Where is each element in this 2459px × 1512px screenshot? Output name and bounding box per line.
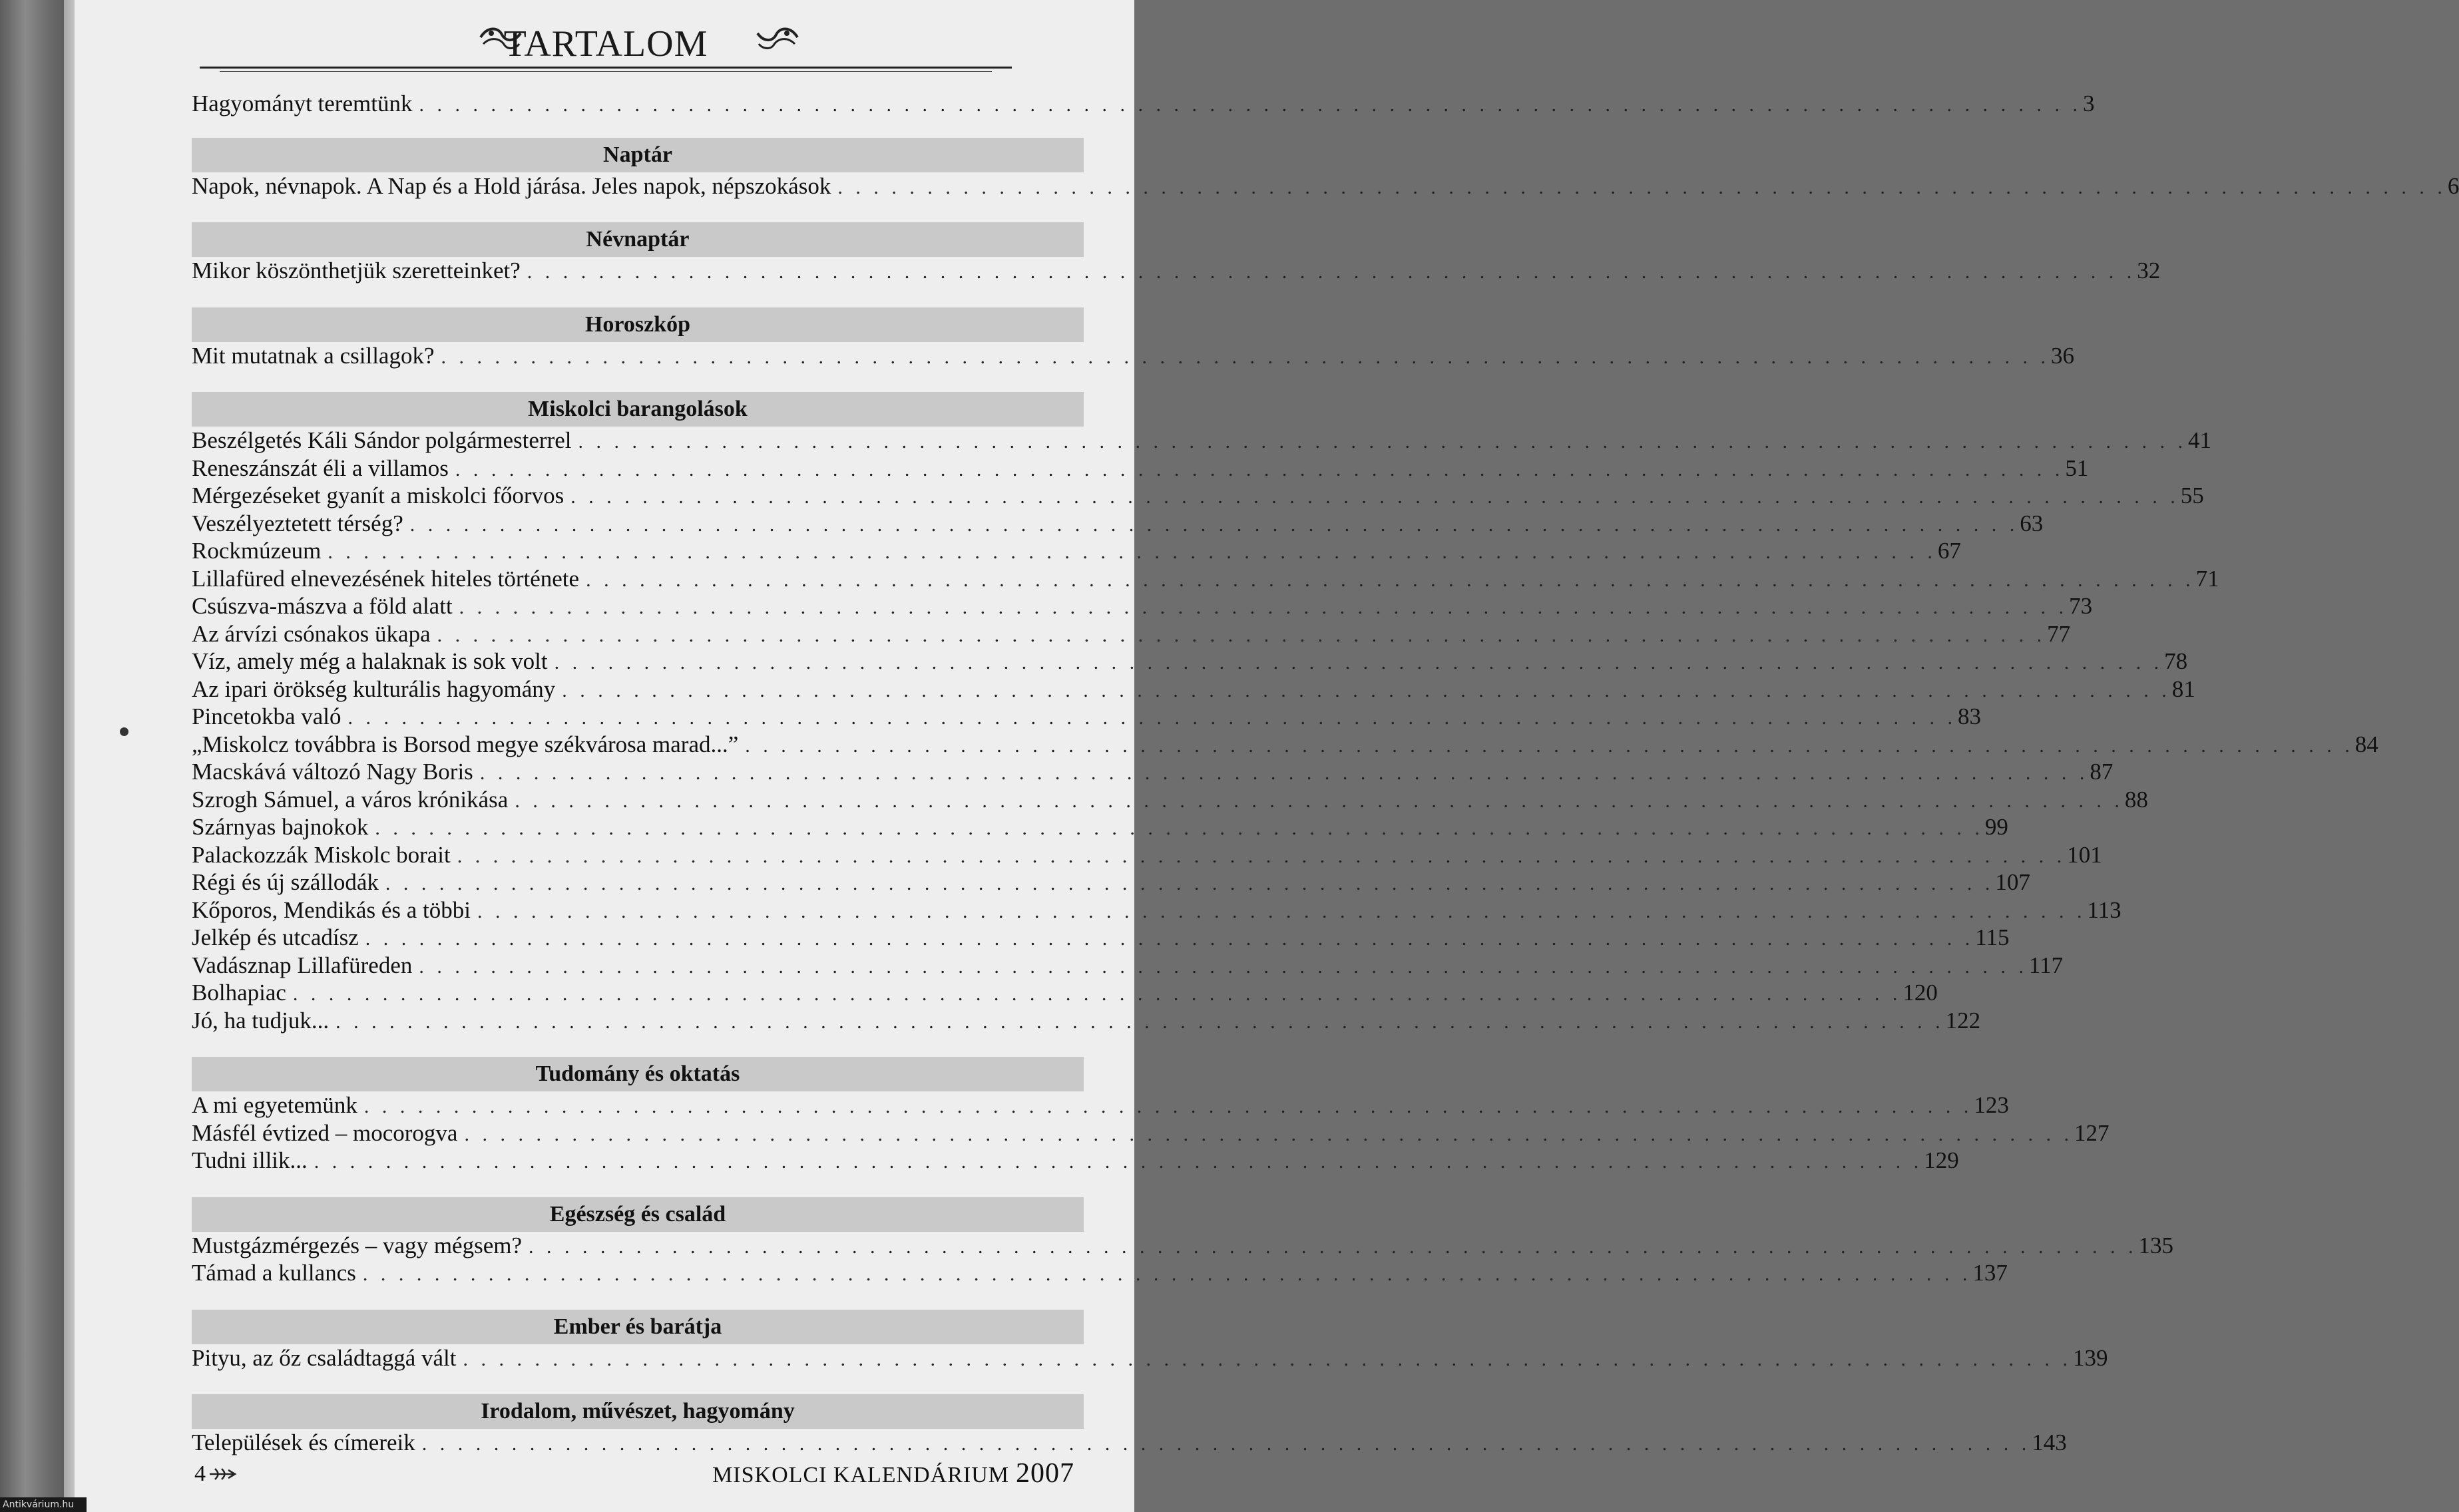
- leader-dots: . . . . . . . . . . . . . . . . . . . . . . . . . . . . . . . . . . . . . . . . . . . . . . . . . . . . . . . . . . . . . . . . . . . . . . . . . . . . . . . . . . . . . . . . . .: [554, 652, 2163, 673]
- leader-dots: . . . . . . . . . . . . . . . . . . . . . . . . . . . . . . . . . . . . . . . . . . . . . . . . . . . . . . . . . . . . . . . . . . . . . . . . . . . . . . . . . . . . . . . . . .: [328, 541, 1936, 563]
- entry-title: Veszélyeztetett térség?: [192, 510, 403, 536]
- leader-dots: . . . . . . . . . . . . . . . . . . . . . . . . . . . . . . . . . . . . . . . . . . . . . . . . . . . . . . . . . . . . . . . . . . . . . . . . . . . . . . . . . . . . . . . . . . . . .: [419, 94, 2082, 116]
- entry-title: Jelkép és utcadísz: [192, 924, 359, 950]
- entry-title: Palackozzák Miskolc borait: [192, 841, 451, 868]
- entry-page: 122: [1945, 1007, 1981, 1034]
- leader-dots: . . . . . . . . . . . . . . . . . . . . . . . . . . . . . . . . . . . . . . . . . . . . . . . . . . . . . . . . . . . . . . . . . . . . . . . . . . . . . . . . . . . . . . . . . .: [745, 734, 2354, 757]
- footer-ornament-icon: [208, 1466, 238, 1482]
- leader-dots: . . . . . . . . . . . . . . . . . . . . . . . . . . . . . . . . . . . . . . . . . . . . . . . . . . . . . . . . . . . . . . . . . . . . . . . . . . . . . . . . . . . . . . . . . .: [441, 345, 2050, 368]
- toc-entry[interactable]: [192, 868, 2030, 896]
- entry-title: Reneszánszát éli a villamos: [192, 455, 449, 481]
- section-heading: Naptár: [192, 138, 1084, 172]
- section-heading: Ember és barátja: [192, 1310, 1084, 1344]
- leader-dots: . . . . . . . . . . . . . . . . . . . . . . . . . . . . . . . . . . . . . . . . . . . . . . . . . . . . . . . . . . . . . . . . . . . . . . . . . . . . . . . . . . . . . . . . . .: [515, 789, 2124, 812]
- entry-title: A mi egyetemünk: [192, 1092, 357, 1118]
- entry-title: Másfél évtized – mocorogva: [192, 1119, 458, 1146]
- entry-page: 32: [2137, 258, 2161, 284]
- entry-page: 41: [2188, 427, 2211, 453]
- entry-page: 123: [1974, 1092, 2009, 1118]
- leader-dots: . . . . . . . . . . . . . . . . . . . . . . . . . . . . . . . . . . . . . . . . . . . . . . . . . . . . . . . . . . . . . . . . . . . . . . . . . . . . . . . . . . . . . . . . . .: [570, 486, 2179, 508]
- leader-dots: . . . . . . . . . . . . . . . . . . . . . . . . . . . . . . . . . . . . . . . . . . . . . . . . . . . . . . . . . . . . . . . . . . . . . . . . . . . . . . . . . . . . . . . . . .: [457, 845, 2066, 867]
- toc-entry[interactable]: [192, 703, 1982, 731]
- entry-title: Kőporos, Mendikás és a többi: [192, 896, 471, 923]
- leader-dots: . . . . . . . . . . . . . . . . . . . . . . . . . . . . . . . . . . . . . . . . . . . . . . . . . . . . . . . . . . . . . . . . . . . . . . . . . . . . . . . . . . . . . . . . . .: [437, 624, 2046, 646]
- entry-page: 73: [2069, 593, 2093, 619]
- section-heading: Irodalom, művészet, hagyomány: [192, 1394, 1084, 1429]
- toc-entry[interactable]: [192, 482, 2204, 510]
- entry-title: Hagyományt teremtünk: [192, 91, 413, 116]
- leader-dots: . . . . . . . . . . . . . . . . . . . . . . . . . . . . . . . . . . . . . . . . . . . . . . . . . . . . . . . . . . . . . . . . . . . . . . . . . . . . . . . . . . . . . . . . . .: [385, 872, 1994, 894]
- entry-title: Pincetokba való: [192, 703, 341, 729]
- entry-title: Víz, amely még a halaknak is sok volt: [192, 648, 548, 674]
- header-rule: [200, 67, 1012, 69]
- entry-title: Települések és címereik: [192, 1429, 415, 1455]
- leader-dots: . . . . . . . . . . . . . . . . . . . . . . . . . . . . . . . . . . . . . . . . . . . . . . . . . . . . . . . . . . . . . . . . . . . . . . . . . . . . . . . . . . . . . . . . . .: [479, 762, 2089, 784]
- leader-dots: . . . . . . . . . . . . . . . . . . . . . . . . . . . . . . . . . . . . . . . . . . . . . . . . . . . . . . . . . . . . . . . . . . . . . . . . . . . . . . . . . . . . . . . . . .: [837, 176, 2446, 198]
- entry-page: 139: [2073, 1344, 2108, 1371]
- toc-entry[interactable]: [192, 1429, 2067, 1457]
- entry-page: 127: [2074, 1119, 2110, 1146]
- leader-dots: . . . . . . . . . . . . . . . . . . . . . . . . . . . . . . . . . . . . . . . . . . . . . . . . . . . . . . . . . . . . . . . . . . . . . . . . . . . . . . . . . . . . . . . . . .: [421, 1433, 2031, 1455]
- page-title: TARTALOM: [503, 23, 708, 65]
- entry-title: Régi és új szállodák: [192, 869, 379, 895]
- entry-page: 113: [2087, 896, 2122, 923]
- section-heading: Horoszkóp: [192, 307, 1084, 342]
- entry-page: 67: [1937, 538, 1961, 564]
- entry-page: 63: [2020, 510, 2044, 536]
- toc-entry[interactable]: [192, 427, 2211, 455]
- entry-page: 78: [2164, 648, 2188, 674]
- entry-page: 36: [2051, 342, 2074, 369]
- entry-title: Az ipari örökség kulturális hagyomány: [192, 675, 556, 702]
- entry-page: 107: [1995, 869, 2030, 895]
- entry-title: Lillafüred elnevezésének hiteles története: [192, 565, 580, 592]
- entry-page: 81: [2171, 675, 2195, 702]
- leader-dots: . . . . . . . . . . . . . . . . . . . . . . . . . . . . . . . . . . . . . . . . . . . . . . . . . . . . . . . . . . . . . . . . . . . . . . . . . . . . . . . . . . . . . . . . . .: [375, 817, 1984, 839]
- entry-page: 77: [2047, 620, 2071, 647]
- toc-entry[interactable]: [192, 1344, 2108, 1372]
- entry-page: 71: [2195, 565, 2219, 592]
- entry-title: Beszélgetés Káli Sándor polgármesterrel: [192, 427, 572, 453]
- table-of-contents: [192, 90, 2459, 1457]
- entry-page: 99: [1984, 814, 2008, 840]
- toc-entry[interactable]: [192, 620, 2071, 648]
- entry-title: Macskává változó Nagy Boris: [192, 759, 473, 785]
- toc-entry[interactable]: [192, 1119, 2110, 1147]
- entry-title: Csúszva-mászva a föld alatt: [192, 593, 453, 619]
- entry-page: 3: [2082, 91, 2095, 116]
- toc-entry[interactable]: [192, 510, 2044, 538]
- entry-page: 115: [1975, 924, 2010, 950]
- toc-entry[interactable]: [192, 257, 2161, 285]
- footer-publication: [712, 1457, 1074, 1489]
- publication-name: MISKOLCI KALENDÁRIUM: [712, 1463, 1009, 1487]
- toc-entry[interactable]: [192, 786, 2148, 814]
- entry-page: 117: [2028, 952, 2064, 978]
- toc-entry[interactable]: [192, 455, 2089, 482]
- toc-entry[interactable]: [192, 648, 2188, 675]
- publication-year: 2007: [1016, 1458, 1074, 1489]
- toc-entry[interactable]: [192, 979, 1938, 1007]
- leader-dots: . . . . . . . . . . . . . . . . . . . . . . . . . . . . . . . . . . . . . . . . . . . . . . . . . . . . . . . . . . . . . . . . . . . . . . . . . . . . . . . . . . . . . . . . . .: [419, 955, 2028, 978]
- entry-title: Pityu, az őz családtaggá vált: [192, 1344, 457, 1371]
- entry-page: 83: [1958, 703, 1982, 729]
- section-heading: Miskolci barangolások: [192, 392, 1084, 427]
- entry-page: 137: [1972, 1260, 2008, 1286]
- right-ornament-icon: [755, 21, 800, 53]
- entry-page: 51: [2065, 455, 2089, 481]
- toc-entry[interactable]: [192, 1259, 2008, 1287]
- leader-dots: . . . . . . . . . . . . . . . . . . . . . . . . . . . . . . . . . . . . . . . . . . . . . . . . . . . . . . . . . . . . . . . . . . . . . . . . . . . . . . . . . . . . . . . . . .: [477, 900, 2086, 922]
- toc-entry-intro[interactable]: [192, 90, 2095, 118]
- leader-dots: . . . . . . . . . . . . . . . . . . . . . . . . . . . . . . . . . . . . . . . . . . . . . . . . . . . . . . . . . . . . . . . . . . . . . . . . . . . . . . . . . . . . . . . . . .: [314, 1151, 1923, 1173]
- section-heading: Névnaptár: [192, 222, 1084, 257]
- leader-dots: . . . . . . . . . . . . . . . . . . . . . . . . . . . . . . . . . . . . . . . . . . . . . . . . . . . . . . . . . . . . . . . . . . . . . . . . . . . . . . . . . . . . . . . . . .: [586, 568, 2195, 591]
- toc-entry[interactable]: [192, 1091, 2009, 1119]
- entry-title: Mustgázmérgezés – vagy mégsem?: [192, 1232, 522, 1258]
- entry-title: Mit mutatnak a csillagok?: [192, 342, 435, 369]
- entry-title: Támad a kullancs: [192, 1260, 356, 1286]
- entry-title: Mikor köszönthetjük szeretteinket?: [192, 258, 521, 284]
- leader-dots: . . . . . . . . . . . . . . . . . . . . . . . . . . . . . . . . . . . . . . . . . . . . . . . . . . . . . . . . . . . . . . . . . . . . . . . . . . . . . . . . . . . . . . . . . .: [362, 1263, 1972, 1285]
- section-heading: Egészség és család: [192, 1197, 1084, 1232]
- toc-entry[interactable]: [192, 896, 2122, 924]
- entry-page: 87: [2090, 759, 2114, 785]
- toc-entry[interactable]: [192, 172, 2459, 200]
- toc-entry[interactable]: [192, 537, 1961, 565]
- entry-title: Rockmúzeum: [192, 538, 322, 564]
- toc-entry[interactable]: [192, 1007, 1981, 1035]
- leader-dots: . . . . . . . . . . . . . . . . . . . . . . . . . . . . . . . . . . . . . . . . . . . . . . . . . . . . . . . . . . . . . . . . . . . . . . . . . . . . . . . . . . . . . . . . . .: [527, 261, 2136, 283]
- toc-entry[interactable]: [192, 565, 2219, 593]
- entry-title: Szrogh Sámuel, a város krónikása: [192, 786, 509, 813]
- entry-title: „Miskolcz továbbra is Borsod megye székvárosa marad...”: [192, 731, 739, 757]
- entry-page: 88: [2124, 786, 2148, 813]
- entry-title: Napok, névnapok. A Nap és a Hold járása. Jeles napok, népszokások: [192, 172, 831, 199]
- leader-dots: . . . . . . . . . . . . . . . . . . . . . . . . . . . . . . . . . . . . . . . . . . . . . . . . . . . . . . . . . . . . . . . . . . . . . . . . . . . . . . . . . . . . . . . . . .: [464, 1123, 2073, 1145]
- toc-entry[interactable]: [192, 592, 2093, 620]
- toc-entry[interactable]: [192, 1232, 2173, 1260]
- leader-dots: . . . . . . . . . . . . . . . . . . . . . . . . . . . . . . . . . . . . . . . . . . . . . . . . . . . . . . . . . . . . . . . . . . . . . . . . . . . . . . . . . . . . . . . . . .: [335, 1010, 1944, 1033]
- toc-entry[interactable]: [192, 841, 2102, 869]
- entry-page: 120: [1902, 980, 1938, 1006]
- page-header: [200, 19, 1012, 79]
- leader-dots: . . . . . . . . . . . . . . . . . . . . . . . . . . . . . . . . . . . . . . . . . . . . . . . . . . . . . . . . . . . . . . . . . . . . . . . . . . . . . . . . . . . . . . . . . .: [459, 596, 2068, 618]
- toc-entry[interactable]: [192, 1147, 1959, 1175]
- entry-title: Szárnyas bajnokok: [192, 814, 369, 840]
- entry-page: 143: [2032, 1429, 2067, 1455]
- entry-title: Mérgezéseket gyanít a miskolci főorvos: [192, 482, 564, 508]
- leader-dots: . . . . . . . . . . . . . . . . . . . . . . . . . . . . . . . . . . . . . . . . . . . . . . . . . . . . . . . . . . . . . . . . . . . . . . . . . . . . . . . . . . . . . . . . . .: [363, 1095, 1973, 1117]
- entry-title: Jó, ha tudjuk...: [192, 1007, 330, 1034]
- footer-page-number: [194, 1461, 238, 1487]
- entry-page: 6: [2447, 172, 2459, 199]
- toc-entry[interactable]: [192, 731, 2378, 759]
- entry-title: Vadásznap Lillafüreden: [192, 952, 413, 978]
- watermark: Antikvárium.hu: [0, 1497, 87, 1512]
- book-spine: [0, 0, 72, 1512]
- leader-dots: . . . . . . . . . . . . . . . . . . . . . . . . . . . . . . . . . . . . . . . . . . . . . . . . . . . . . . . . . . . . . . . . . . . . . . . . . . . . . . . . . . . . . . . . . .: [455, 458, 2064, 480]
- leader-dots: . . . . . . . . . . . . . . . . . . . . . . . . . . . . . . . . . . . . . . . . . . . . . . . . . . . . . . . . . . . . . . . . . . . . . . . . . . . . . . . . . . . . . . . . . .: [409, 513, 2019, 536]
- entry-title: Bolhapiac: [192, 980, 286, 1006]
- section-heading: Tudomány és oktatás: [192, 1057, 1084, 1091]
- entry-page: 101: [2067, 841, 2102, 868]
- leader-dots: . . . . . . . . . . . . . . . . . . . . . . . . . . . . . . . . . . . . . . . . . . . . . . . . . . . . . . . . . . . . . . . . . . . . . . . . . . . . . . . . . . . . . . . . . .: [529, 1235, 2137, 1258]
- header-rule-thin: [220, 71, 992, 72]
- entry-page: 135: [2138, 1232, 2173, 1258]
- leader-dots: . . . . . . . . . . . . . . . . . . . . . . . . . . . . . . . . . . . . . . . . . . . . . . . . . . . . . . . . . . . . . . . . . . . . . . . . . . . . . . . . . . . . . . . . . .: [365, 928, 1974, 950]
- toc-entry[interactable]: [192, 675, 2195, 703]
- leader-dots: . . . . . . . . . . . . . . . . . . . . . . . . . . . . . . . . . . . . . . . . . . . . . . . . . . . . . . . . . . . . . . . . . . . . . . . . . . . . . . . . . . . . . . . . . .: [562, 679, 2171, 701]
- toc-entry[interactable]: [192, 924, 2010, 952]
- entry-page: 55: [2180, 482, 2204, 508]
- leader-dots: . . . . . . . . . . . . . . . . . . . . . . . . . . . . . . . . . . . . . . . . . . . . . . . . . . . . . . . . . . . . . . . . . . . . . . . . . . . . . . . . . . . . . . . . . .: [347, 707, 1957, 729]
- toc-entry[interactable]: [192, 758, 2114, 786]
- toc-entry[interactable]: [192, 813, 2008, 841]
- stray-dot: [120, 727, 128, 736]
- toc-entry[interactable]: [192, 342, 2074, 370]
- page-number: 4: [194, 1461, 206, 1486]
- leader-dots: . . . . . . . . . . . . . . . . . . . . . . . . . . . . . . . . . . . . . . . . . . . . . . . . . . . . . . . . . . . . . . . . . . . . . . . . . . . . . . . . . . . . . . . . . .: [292, 983, 1902, 1005]
- entry-title: Az árvízi csónakos ükapa: [192, 620, 431, 647]
- entry-page: 129: [1924, 1147, 1959, 1173]
- leader-dots: . . . . . . . . . . . . . . . . . . . . . . . . . . . . . . . . . . . . . . . . . . . . . . . . . . . . . . . . . . . . . . . . . . . . . . . . . . . . . . . . . . . . . . . . . .: [463, 1348, 2072, 1370]
- toc-entry[interactable]: [192, 952, 2064, 980]
- leader-dots: . . . . . . . . . . . . . . . . . . . . . . . . . . . . . . . . . . . . . . . . . . . . . . . . . . . . . . . . . . . . . . . . . . . . . . . . . . . . . . . . . . . . . . . . . .: [578, 431, 2187, 453]
- entry-title: Tudni illik...: [192, 1147, 308, 1173]
- entry-page: 84: [2354, 731, 2378, 757]
